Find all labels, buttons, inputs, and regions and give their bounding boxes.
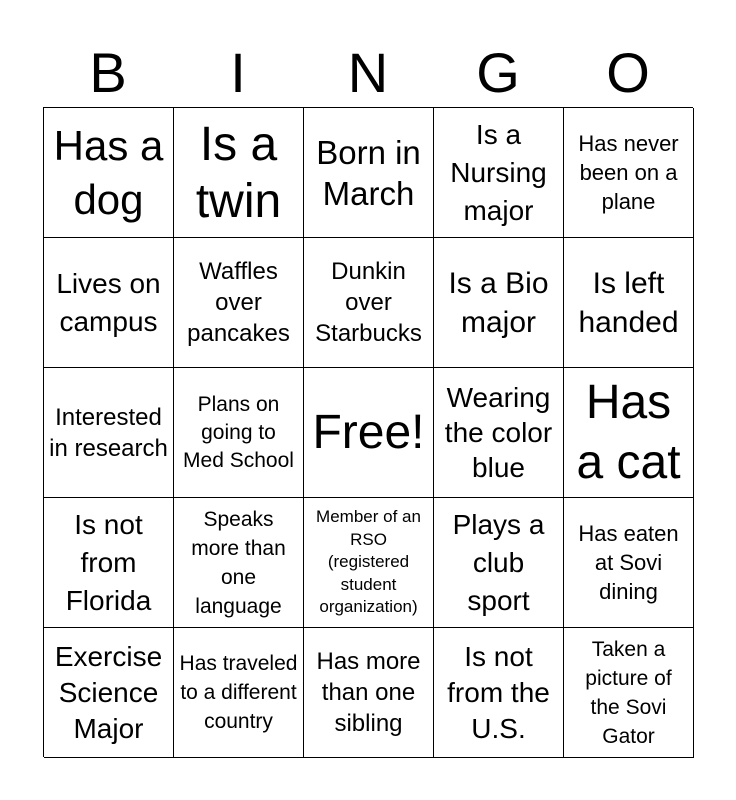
bingo-cell[interactable] xyxy=(44,498,174,628)
bingo-cell[interactable] xyxy=(174,498,304,628)
bingo-cell[interactable] xyxy=(434,628,564,758)
cell-text: Is a Nursing major xyxy=(450,118,547,226)
cell-text: Has never been on a plane xyxy=(578,131,679,214)
bingo-cell[interactable] xyxy=(564,108,694,238)
bingo-cell[interactable] xyxy=(174,108,304,238)
header-letter-n: N xyxy=(347,41,389,104)
bingo-cell[interactable] xyxy=(434,368,564,498)
bingo-cell[interactable] xyxy=(564,368,694,498)
bingo-cell[interactable] xyxy=(174,628,304,758)
cell-text: Interested in research xyxy=(49,403,168,462)
cell-text: Member of an RSO (registered student organization) xyxy=(316,507,421,617)
bingo-cell[interactable] xyxy=(44,108,174,238)
cell-text: Has a dog xyxy=(53,121,164,223)
cell-text: Plans on going to Med School xyxy=(183,392,294,472)
cell-text: Has a cat xyxy=(576,375,681,489)
header-letter-i: I xyxy=(230,41,246,104)
cell-text: Plays a club sport xyxy=(452,508,545,616)
cell-text: Has more than one sibling xyxy=(316,648,421,737)
bingo-header xyxy=(43,38,693,108)
bingo-cell[interactable] xyxy=(304,368,434,498)
bingo-cell[interactable] xyxy=(304,628,434,758)
bingo-cell[interactable] xyxy=(434,108,564,238)
bingo-cell[interactable] xyxy=(44,238,174,368)
bingo-cell[interactable] xyxy=(304,498,434,628)
header-letter-b: B xyxy=(89,41,127,104)
bingo-cell[interactable] xyxy=(174,238,304,368)
cell-text: Is a twin xyxy=(195,117,282,228)
cell-text: Wearing the color blue xyxy=(444,382,553,483)
bingo-cell[interactable] xyxy=(434,238,564,368)
bingo-cell[interactable] xyxy=(44,628,174,758)
bingo-grid xyxy=(43,107,693,757)
cell-text: Is left handed xyxy=(578,266,679,339)
header-letter-o: O xyxy=(606,41,650,104)
bingo-cell[interactable] xyxy=(174,368,304,498)
cell-text: Born in March xyxy=(316,133,421,212)
cell-text: Waffles over pancakes xyxy=(187,258,290,347)
bingo-cell[interactable] xyxy=(434,498,564,628)
cell-text: Exercise Science Major xyxy=(54,640,163,744)
bingo-cell[interactable] xyxy=(304,108,434,238)
cell-text: Is not from the U.S. xyxy=(447,640,550,744)
cell-text: Dunkin over Starbucks xyxy=(315,258,422,347)
cell-text: Has eaten at Sovi dining xyxy=(578,521,679,604)
bingo-cell[interactable] xyxy=(304,238,434,368)
header-letter-g: G xyxy=(476,41,520,104)
cell-text: Speaks more than one language xyxy=(191,507,286,618)
bingo-cell[interactable] xyxy=(564,628,694,758)
free-space: Free! xyxy=(312,406,425,459)
bingo-cell[interactable] xyxy=(564,238,694,368)
cell-text: Is a Bio major xyxy=(448,266,549,339)
cell-text: Taken a picture of the Sovi Gator xyxy=(585,637,672,748)
bingo-cell[interactable] xyxy=(564,498,694,628)
cell-text: Lives on campus xyxy=(56,267,161,337)
bingo-cell[interactable] xyxy=(44,368,174,498)
cell-text: Has traveled to a different country xyxy=(179,652,298,733)
cell-text: Is not from Florida xyxy=(65,508,152,616)
